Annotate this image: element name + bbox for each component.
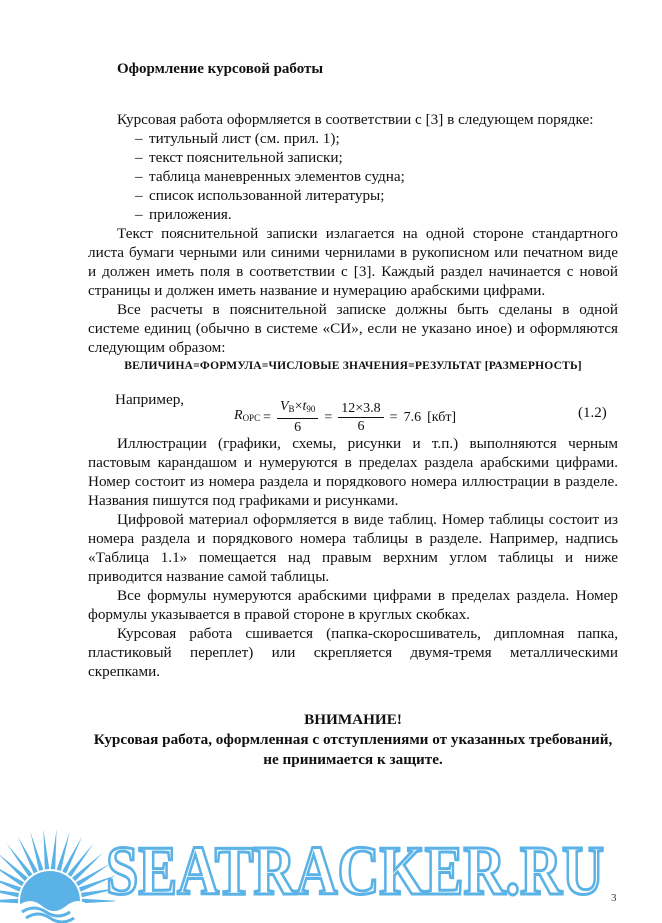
equation-unit: [кбт] — [427, 409, 457, 425]
fraction-numerator: $V_B\times t_{90}$ — [277, 398, 318, 419]
fraction-symbolic — [277, 398, 318, 436]
list-item-text: список использованной литературы; — [149, 187, 385, 204]
order-list — [88, 129, 618, 224]
equation — [234, 399, 459, 435]
fraction-denominator: 6 — [294, 420, 302, 435]
watermark-text: SEATRACKER.RU — [106, 836, 604, 906]
intro-paragraph: Курсовая работа оформляется в соответствии с [3] в следующем порядке: — [117, 111, 594, 128]
dash-marker: – — [135, 130, 143, 147]
fraction-numerator: 12×3.8 — [338, 400, 383, 418]
equals-sign: = — [324, 409, 333, 425]
list-item — [135, 167, 618, 186]
warning-block — [88, 710, 618, 770]
fraction-denominator: 6 — [357, 418, 365, 434]
document-body — [88, 110, 618, 681]
list-item — [135, 129, 618, 148]
list-item — [135, 148, 618, 167]
paragraph-binding: Курсовая работа сшивается (папка-скоросшиватель, дипломная папка, пластиковый переплет) или скрепляется двумя-тремя металлическими скрепками. — [88, 625, 618, 680]
sun-logo-icon — [0, 826, 115, 923]
list-item-text: титульный лист (см. прил. 1); — [149, 130, 340, 147]
page-number: 3 — [611, 892, 617, 904]
list-item-text: текст пояснительной записки; — [149, 149, 343, 166]
section-heading: Оформление курсовой работы — [117, 61, 324, 77]
dash-marker: – — [135, 149, 143, 166]
equation-lhs: $R_{OPC}$ — [234, 408, 261, 423]
paragraph-tables: Цифровой материал оформляется в виде таблиц. Номер таблицы состоит из номера раздела и порядкового номера таблицы в разделе. Например, надпись «Таблица 1.1» помещается над правым верхним углом таблицы и ниже приводится название самой таблицы. — [88, 511, 618, 585]
dash-marker: – — [135, 206, 143, 223]
equals-sign: = — [263, 409, 271, 425]
list-item-text: приложения. — [149, 206, 232, 223]
list-item — [135, 186, 618, 205]
paragraph-text-format: Текст пояснительной записки излагается на одной стороне стандартного листа бумаги черными или синими чернилами в рукописном или печатном виде и должен иметь поля в соответствии с [3]. Каждый раздел начинается с новой страницы и должен иметь название и нумерацию арабскими цифрами. — [88, 225, 618, 299]
warning-title: ВНИМАНИЕ! — [304, 711, 402, 728]
fraction-numeric — [338, 400, 383, 435]
warning-text: Курсовая работа, оформленная с отступлениями от указанных требований, не принимается к защите. — [93, 731, 613, 768]
example-label: Например, — [115, 391, 185, 408]
equals-sign: = — [389, 409, 398, 425]
example-equation-row — [88, 390, 618, 434]
paragraph-formulas: Все формулы нумеруются арабскими цифрами в пределах раздела. Номер формулы указывается в правой стороне в круглых скобках. — [88, 587, 618, 623]
list-item-text: таблица маневренных элементов судна; — [149, 168, 405, 185]
dash-marker: – — [135, 187, 143, 204]
equation-number: (1.2) — [578, 405, 607, 421]
watermark-logo — [106, 836, 606, 906]
equation-result: 7.6 — [403, 409, 422, 425]
list-item — [135, 205, 618, 224]
paragraph-calculations: Все расчеты в пояснительной записке должны быть сделаны в одной системе единиц (обычно в системе «СИ», если не указано иное) и оформляются следующим образом: — [88, 301, 618, 356]
paragraph-illustrations: Иллюстрации (графики, схемы, рисунки и т.п.) выполняются черным пастовым карандашом и нумеруются в пределах раздела арабскими цифрами. Номер состоит из номера раздела и порядкового номера иллюстрации в разделе. Названия пишутся под графиками и рисунками. — [88, 435, 618, 509]
dash-marker: – — [135, 168, 143, 185]
formula-rule: ВЕЛИЧИНА=ФОРМУЛА=ЧИСЛОВЫЕ ЗНАЧЕНИЯ=РЕЗУЛЬТАТ [РАЗМЕРНОСТЬ] — [124, 360, 582, 372]
